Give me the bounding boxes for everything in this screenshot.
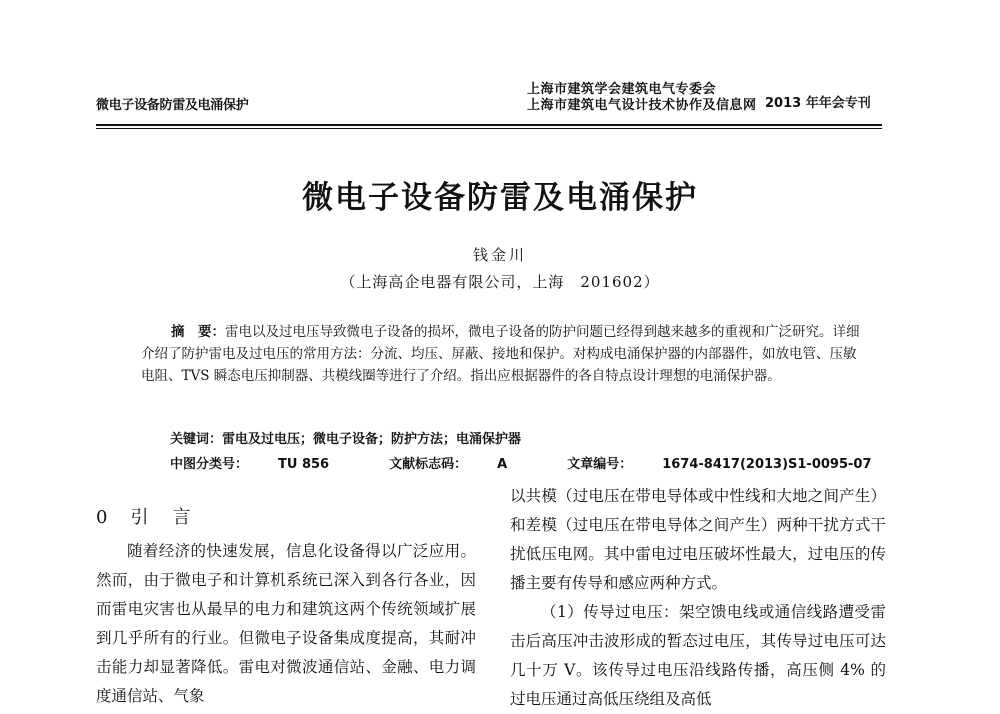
section-heading: [96, 503, 214, 529]
header-org-line1: 上海市建筑学会建筑电气专委会: [527, 82, 717, 97]
class-value: TU 856: [278, 457, 330, 472]
classification-info: [170, 453, 932, 472]
keywords-value: 雷电及过电压；微电子设备；防护方法；电涌保护器: [222, 432, 522, 447]
body-paragraph: （1）传导过电压：架空馈电线或通信线路遭受雷击后高压冲击波形成的暂态过电压，其传导过电压可达几十万 V。该传导过电压沿线路传播，高压侧 4% 的过电压通过高低压绕组及高低: [510, 603, 886, 708]
doc-code-value: A: [497, 457, 508, 472]
left-column: [96, 537, 476, 711]
doc-code-label: 文献标志码：: [389, 457, 468, 472]
article-number: [567, 457, 901, 472]
class-label: 中图分类号：: [170, 457, 249, 472]
article-title: 微电子设备防雷及电涌保护: [302, 180, 698, 216]
running-header-title: 微电子设备防雷及电涌保护: [96, 98, 249, 113]
article-affiliation: （上海高企电器有限公司，上海 201602）: [340, 273, 660, 291]
class-number: [170, 457, 359, 472]
header-rule-thin: [96, 128, 882, 129]
abstract: [141, 321, 861, 387]
keywords: [170, 428, 521, 447]
article-no-value: 1674-8417(2013)S1-0095-07: [662, 457, 872, 472]
document-code: [389, 457, 537, 472]
abstract-label: 摘 要：: [171, 324, 225, 340]
right-column: [510, 482, 886, 714]
body-paragraph: 随着经济的快速发展，信息化设备得以广泛应用。然而，由于微电子和计算机系统已深入到各行各业，因而雷电灾害也从最早的电力和建筑这两个传统领域扩展到几乎所有的行业。但微电子设备集成度提高，其耐冲击能力却显著降低。雷电对微波通信站、金融、电力调度通信站、气象: [96, 542, 476, 705]
section-number: 0: [96, 507, 111, 528]
header-issue: 2013 年年会专刊: [765, 96, 871, 111]
abstract-text: 雷电以及过电压导致微电子设备的损坏，微电子设备的防护问题已经得到越来越多的重视和广泛研究。详细介绍了防护雷电及过电压的常用方法：分流、均压、屏蔽、接地和保护。对构成电涌保护器的内部器件，如放电管、压敏电阻、TVS 瞬态电压抑制器、共模线圈等进行了介绍。指出应根据器件的各自特点设计理想的电涌保护器。: [141, 324, 860, 384]
article-author: 钱金川: [472, 246, 527, 264]
keywords-label: 关键词：: [170, 432, 223, 447]
header-rule-thick: [96, 124, 882, 126]
body-paragraph-continued: 以共模（过电压在带电导体或中性线和大地之间产生）和差模（过电压在带电导体之间产生）两种干扰方式干扰低压电网。其中雷电过电压破坏性最大，过电压的传播主要有传导和感应两种方式。: [510, 487, 886, 592]
article-no-label: 文章编号：: [567, 457, 633, 472]
header-org-line2: 上海市建筑电气设计技术协作及信息网: [527, 98, 757, 113]
section-title: 引言: [130, 507, 215, 528]
